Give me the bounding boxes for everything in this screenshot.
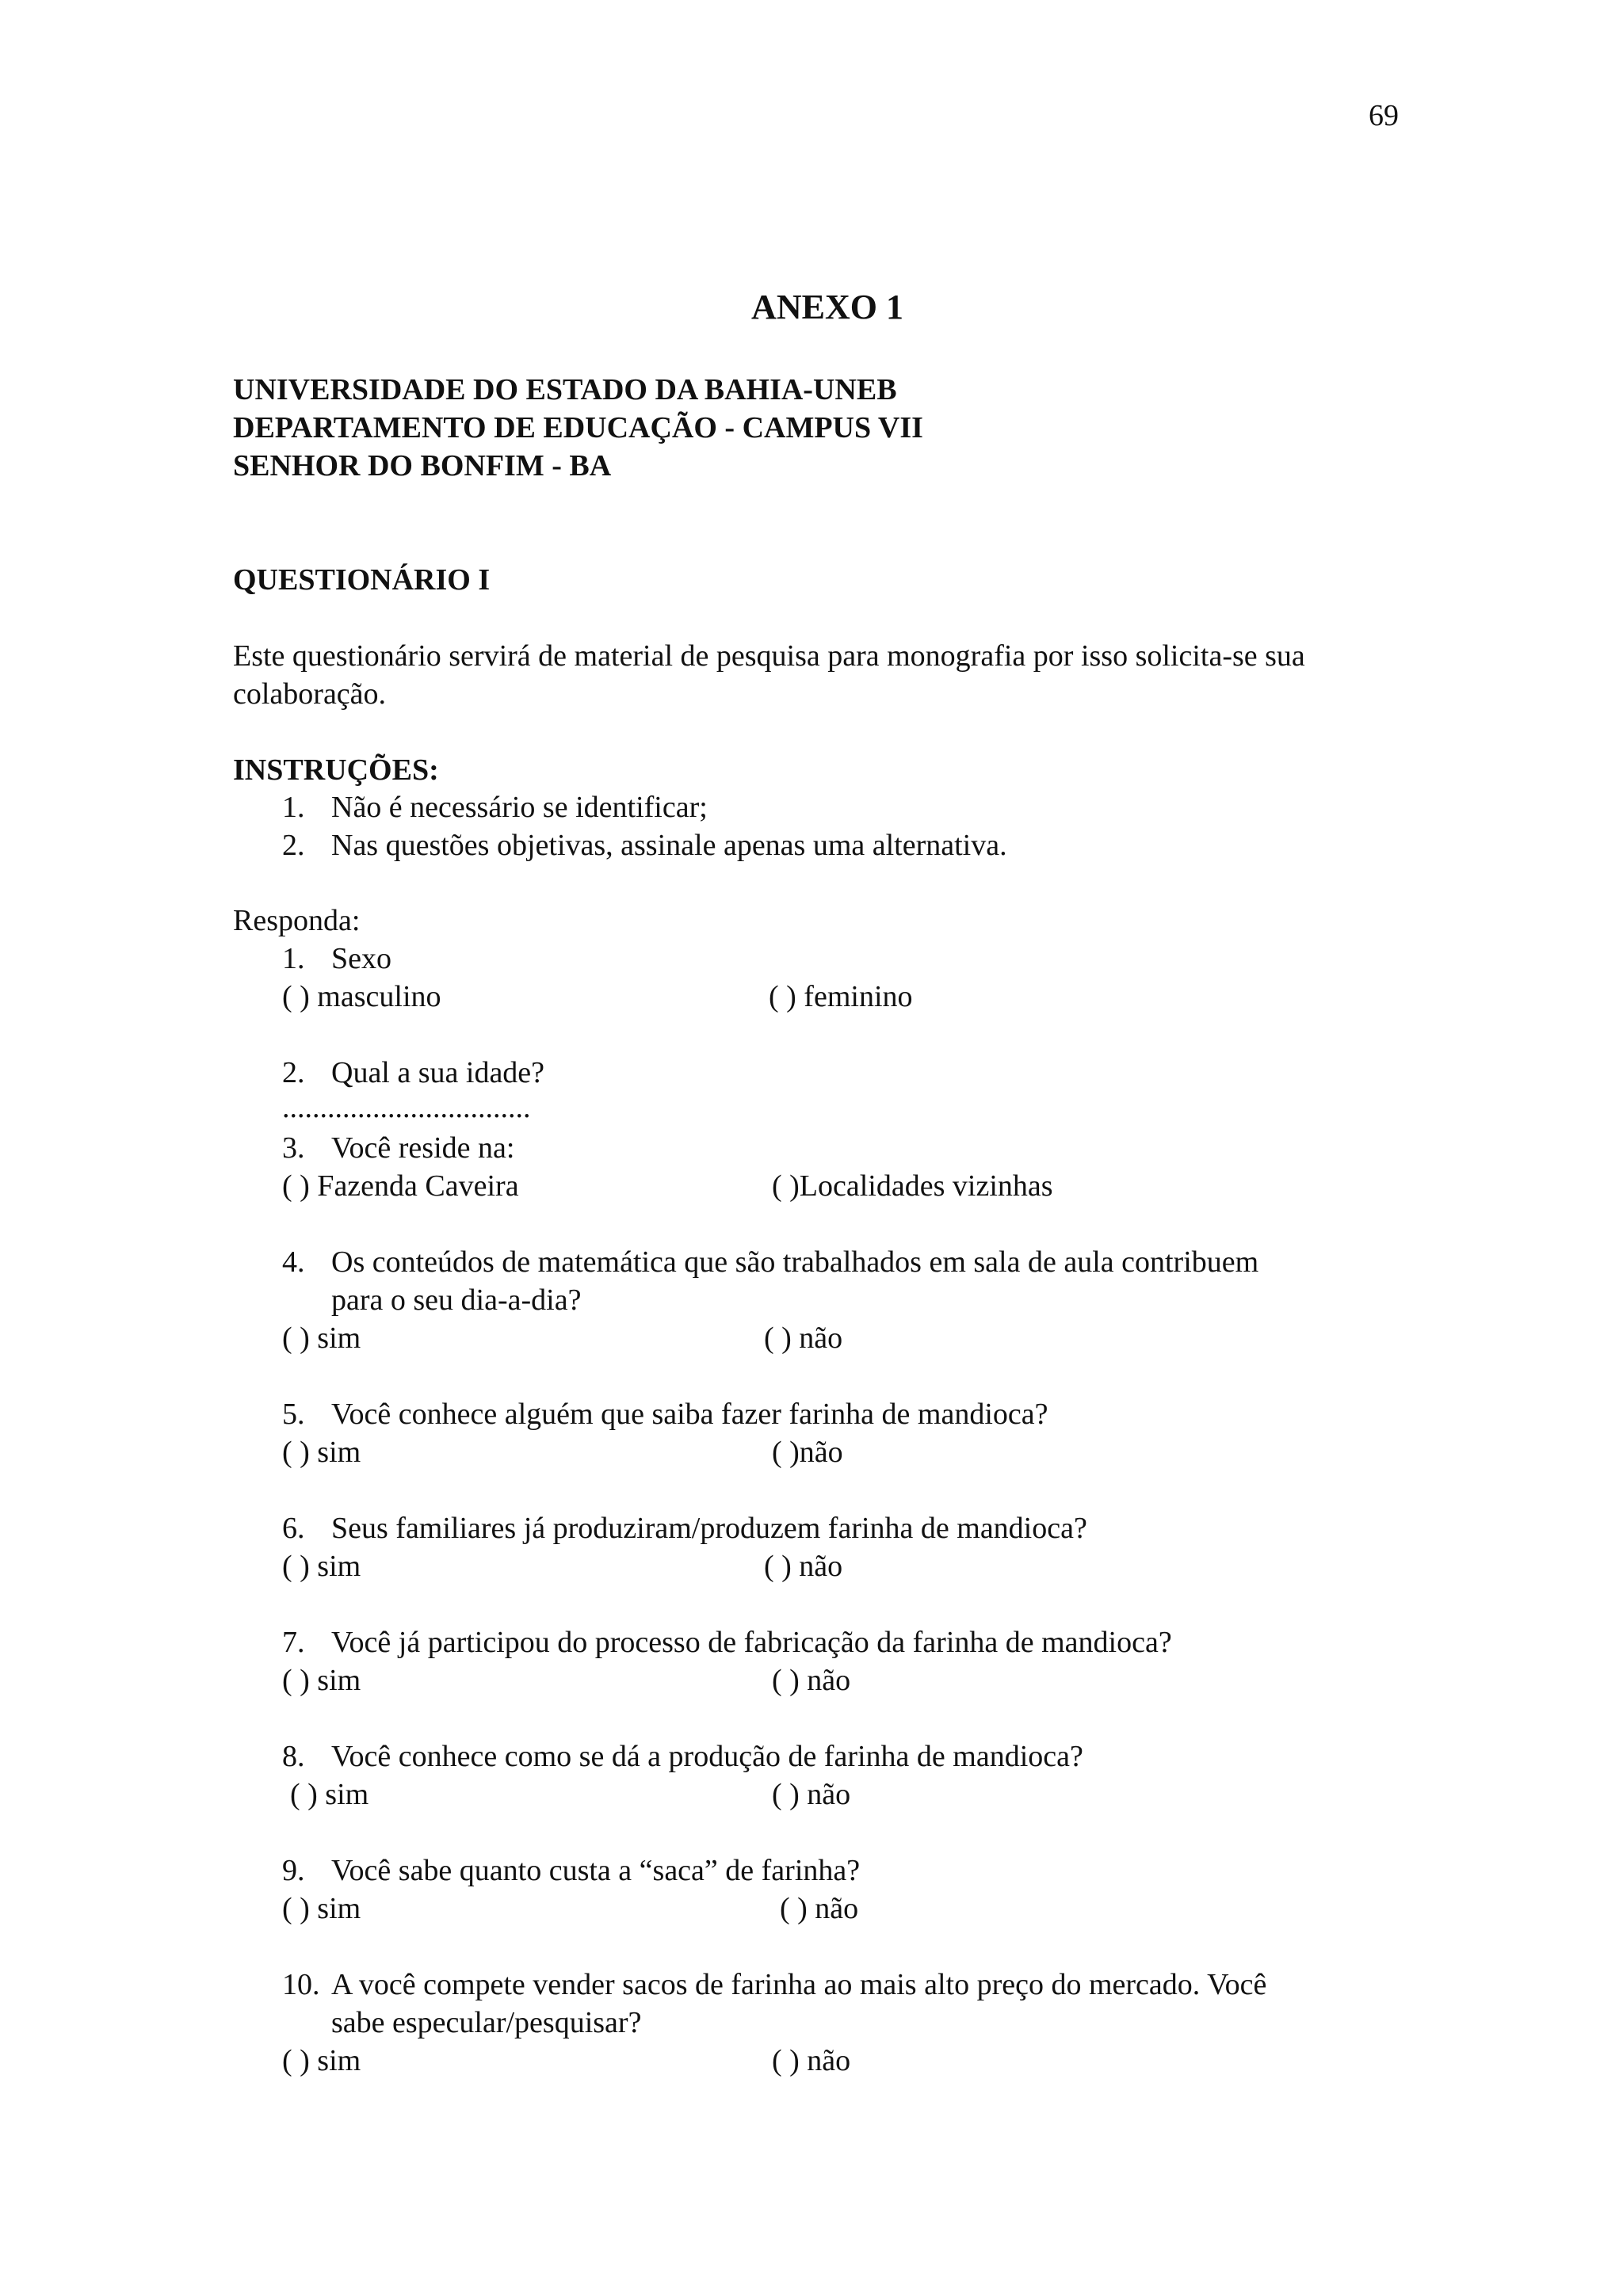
question-text-continued: para o seu dia-a-dia?	[331, 1283, 582, 1317]
question-6	[282, 1509, 1087, 1547]
option-nao[interactable]: ( ) não	[772, 2044, 851, 2077]
question-number: 8.	[282, 1740, 305, 1773]
respond-label: Responda:	[233, 904, 361, 937]
question-text: A você compete vender sacos de farinha ao mais alto preço do mercado. Você	[331, 1968, 1267, 2001]
option-nao[interactable]: ( )não	[772, 1436, 843, 1469]
age-answer-line[interactable]: .................................	[282, 1091, 531, 1124]
option-sim[interactable]: ( ) sim	[282, 1892, 361, 1925]
option-sim[interactable]: ( ) sim	[282, 1322, 361, 1355]
question-number: 10.	[282, 1968, 320, 2001]
option-sim[interactable]: ( ) sim	[282, 1550, 361, 1583]
question-text: Seus familiares já produziram/produzem farinha de mandioca?	[331, 1512, 1087, 1545]
option-nao[interactable]: ( ) não	[772, 1664, 851, 1697]
option-sim[interactable]: ( ) sim	[282, 1436, 361, 1469]
instruction-text: Nas questões objetivas, assinale apenas uma alternativa.	[331, 829, 1007, 862]
question-text: Você já participou do processo de fabricação da farinha de mandioca?	[331, 1626, 1172, 1659]
institution-header	[233, 371, 923, 485]
question-5	[282, 1395, 1048, 1433]
instruction-number: 1.	[282, 791, 305, 824]
question-3	[282, 1129, 514, 1167]
question-8	[282, 1737, 1083, 1775]
option-nao[interactable]: ( ) não	[764, 1550, 843, 1583]
intro-paragraph: Este questionário servirá de material de pesquisa para monografia por isso solicita-se sua colaboração.	[233, 639, 1305, 711]
instruction-text: Não é necessário se identificar;	[331, 791, 708, 824]
question-text: Você conhece como se dá a produção de farinha de mandioca?	[331, 1740, 1083, 1773]
option-nao[interactable]: ( ) não	[772, 1778, 851, 1811]
instructions-list	[282, 788, 1007, 864]
option-masculino[interactable]: ( ) masculino	[282, 980, 441, 1013]
option-nao[interactable]: ( ) não	[780, 1892, 859, 1925]
question-2	[282, 1054, 544, 1092]
instruction-number: 2.	[282, 829, 305, 862]
question-number: 1.	[282, 942, 305, 975]
question-text: Sexo	[331, 942, 391, 975]
header-line-department: DEPARTAMENTO DE EDUCAÇÃO - CAMPUS VII	[233, 411, 923, 444]
question-number: 6.	[282, 1512, 305, 1545]
option-sim[interactable]: ( ) sim	[282, 1664, 361, 1697]
question-number: 5.	[282, 1398, 305, 1431]
page-number: 69	[1369, 99, 1399, 132]
header-line-university: UNIVERSIDADE DO ESTADO DA BAHIA-UNEB	[233, 373, 897, 406]
question-4	[282, 1243, 1258, 1281]
question-number: 4.	[282, 1245, 305, 1279]
header-line-city: SENHOR DO BONFIM - BA	[233, 449, 612, 482]
option-feminino[interactable]: ( ) feminino	[769, 980, 913, 1013]
questionnaire-title: QUESTIONÁRIO I	[233, 563, 491, 597]
question-text: Você conhece alguém que saiba fazer farinha de mandioca?	[331, 1398, 1048, 1431]
option-fazenda-caveira[interactable]: ( ) Fazenda Caveira	[282, 1169, 519, 1203]
question-number: 7.	[282, 1626, 305, 1659]
option-nao[interactable]: ( ) não	[764, 1322, 843, 1355]
question-number: 9.	[282, 1854, 305, 1887]
question-text: Os conteúdos de matemática que são trabalhados em sala de aula contribuem	[331, 1245, 1259, 1279]
option-sim[interactable]: ( ) sim	[282, 2044, 361, 2077]
option-sim[interactable]: ( ) sim	[290, 1778, 369, 1811]
question-text: Você sabe quanto custa a “saca” de farinha?	[331, 1854, 861, 1887]
question-text: Qual a sua idade?	[331, 1056, 545, 1089]
question-7	[282, 1623, 1172, 1661]
instructions-title: INSTRUÇÕES:	[233, 753, 439, 787]
annex-title: ANEXO 1	[751, 288, 903, 326]
question-10	[282, 1966, 1266, 2004]
question-number: 2.	[282, 1056, 305, 1089]
question-text: Você reside na:	[331, 1131, 515, 1165]
option-localidades-vizinhas[interactable]: ( )Localidades vizinhas	[772, 1169, 1053, 1203]
instruction-item	[282, 826, 1007, 864]
instruction-item	[282, 788, 1007, 826]
question-9	[282, 1852, 860, 1890]
question-text-continued: sabe especular/pesquisar?	[331, 2006, 642, 2039]
question-number: 3.	[282, 1131, 305, 1165]
question-1	[282, 940, 391, 978]
